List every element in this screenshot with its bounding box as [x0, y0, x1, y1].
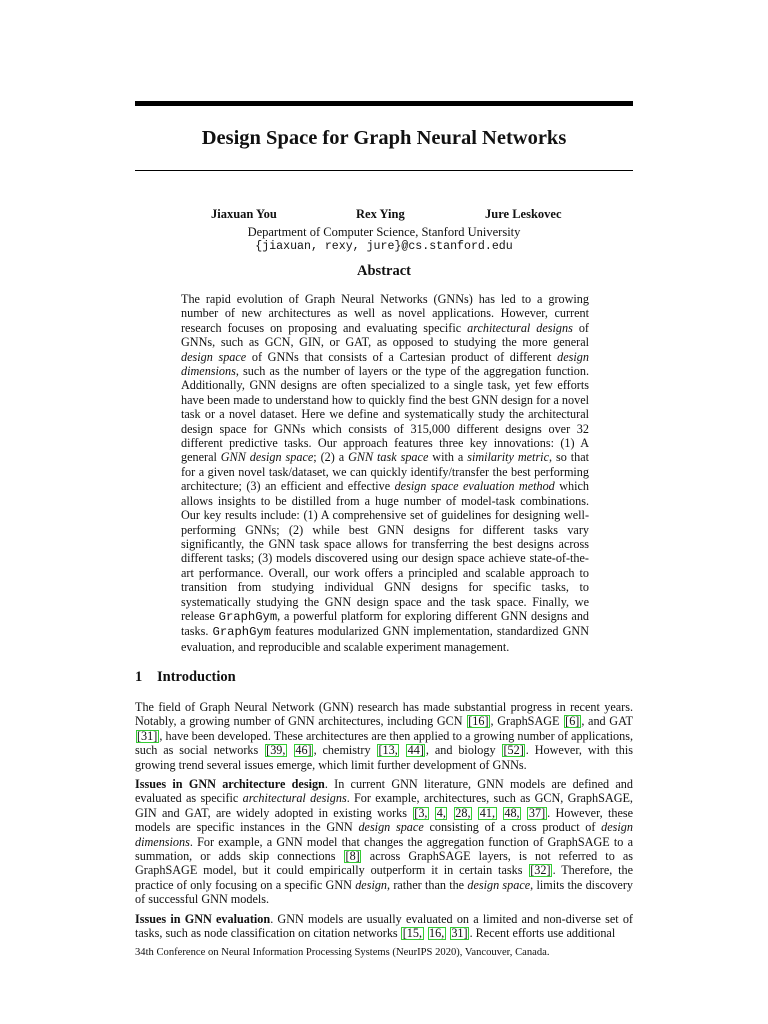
citation-link[interactable]: 48,: [504, 805, 520, 820]
citation-link[interactable]: [32]: [530, 863, 551, 878]
text-run: , GraphSAGE: [490, 714, 564, 729]
italic-text: GNN design space: [220, 450, 314, 465]
conference-footnote: 34th Conference on Neural Information Processing Systems (NeurIPS 2020), Vancouver, Canada.: [135, 947, 550, 958]
text-run: across GraphSAGE layers, is not referred to as GraphSAGE model, but it could empirically outperform it in certain tasks: [135, 849, 633, 878]
citation-link[interactable]: [16]: [468, 714, 489, 729]
author-emails: {jiaxuan, rexy, jure}@cs.stanford.edu: [255, 240, 513, 253]
italic-text: design space: [358, 820, 424, 835]
text-run: , and GAT: [581, 714, 633, 729]
citation-link[interactable]: [6]: [565, 714, 580, 729]
text-run: [522, 806, 527, 820]
text-run: The rapid evolution of Graph Neural Networks (GNNs) has led to a growing number of new architectures as well as novel applications. However, current research focuses on proposing and evaluating specific: [181, 292, 589, 335]
section-title: Introduction: [157, 669, 236, 685]
author-name: Jiaxuan You: [211, 207, 277, 221]
citation-link[interactable]: [3,: [414, 805, 428, 820]
text-run: . However, these models are specific instances in the GNN: [135, 805, 634, 835]
text-run: , limits the discovery of successful GNN models.: [135, 877, 633, 907]
text-run: consisting of a cross product of: [423, 820, 602, 835]
text-run: [448, 806, 453, 820]
text-run: , a powerful platform for exploring different GNN designs and tasks.: [181, 608, 590, 639]
citation-link[interactable]: 31]: [451, 926, 468, 941]
paper-title: Design Space for Graph Neural Networks: [201, 127, 567, 149]
text-run: which allows insights to be distilled from a huge number of model-task combinations. Our key results include: (1) A comprehensive set of guidelines for designing well-performing GNNs; (2) while best GNN designs for different tasks vary significantly, the GNN task space allows for transferring the best designs across different tasks; (3) models discovered using our design space achieve state-of-the-art performance. Overall, our work offers a principled and scalable approach to transition from studying individual GNN designs for specific tasks, to systematically studying the GNN design space and the task space. Finally, we release: [181, 479, 589, 623]
italic-text: design space evaluation method: [394, 479, 555, 494]
author-name: Jure Leskovec: [485, 207, 562, 221]
citation-link[interactable]: 37]: [528, 805, 546, 820]
section-number: 1: [135, 669, 143, 685]
text-run: with a: [428, 450, 468, 465]
author-name: Rex Ying: [356, 207, 405, 221]
abstract-text: [181, 292, 589, 654]
text-run: . Recent efforts use additional: [469, 926, 616, 941]
bold-run-in-heading: Issues in GNN architecture design: [135, 777, 325, 792]
text-run: , have been developed. These architectures are then applied to a growing number of applications, such as social networks: [135, 728, 633, 758]
citation-link[interactable]: [52]: [503, 743, 524, 758]
text-run: of GNNs, such as GCN, GIN, or GAT, as opposed to studying the more general: [181, 320, 589, 350]
text-run: . However, with this growing trend several issues emerge, which limit further development of GNNs.: [135, 743, 633, 772]
text-run: . For example, a GNN model that changes the aggregation function of GraphSAGE to a summation, or adds skip connections: [135, 834, 633, 864]
citation-link[interactable]: [31]: [137, 728, 158, 743]
text-run: , chemistry: [313, 743, 377, 758]
body-paragraph: [135, 777, 633, 907]
citation-link[interactable]: 44]: [407, 743, 424, 758]
text-run: , such as the number of layers or the type of the aggregation function. Additionally, GNN designs are often specialized to a single task, yet few efforts have been made to understand how to quickly find the best GNN design for a novel task or a novel dataset. Here we define and systematically study the architectural design space for GNNs which consists of 315,000 different designs over 32 different predictive tasks. Our approach features three key innovations: (1) A general: [181, 364, 589, 465]
text-run: [497, 806, 502, 820]
italic-text: design dimensions: [135, 820, 633, 849]
text-run: . For example, architectures, such as GCN, GraphSAGE, GIN and GAT, are widely adopted in existing works: [135, 791, 633, 820]
text-run: . In current GNN literature, GNN models are defined and evaluated as specific: [135, 777, 633, 806]
text-run: , and biology: [425, 743, 502, 758]
italic-text: design dimensions: [181, 349, 589, 379]
italic-text: architectural designs: [467, 320, 573, 335]
text-run: . Therefore, the practice of only focusing on a specific GNN: [135, 863, 633, 892]
text-run: [400, 743, 406, 757]
bold-run-in-heading: Issues in GNN evaluation: [135, 911, 271, 926]
code-name: GraphGym: [212, 625, 272, 640]
text-run: of GNNs that consists of a Cartesian product of different: [246, 349, 558, 364]
italic-text: design space: [181, 349, 247, 364]
italic-text: GNN task space: [348, 450, 429, 465]
citation-link[interactable]: [13,: [378, 743, 398, 758]
text-run: , rather than the: [387, 877, 468, 892]
text-run: features modularized GNN implementation, standardized GNN evaluation, and reproducible and scalable experiment management.: [181, 624, 589, 654]
author-affiliation: Department of Computer Science, Stanford University: [247, 225, 521, 239]
citation-link[interactable]: 4,: [436, 805, 446, 820]
citation-link[interactable]: 46]: [295, 743, 312, 758]
citation-link[interactable]: [39,: [266, 743, 286, 758]
text-run: . GNN models are usually evaluated on a limited and non-diverse set of tasks, such as node classification on citation networks: [135, 911, 633, 941]
abstract-heading: Abstract: [357, 263, 411, 279]
citation-link[interactable]: 41,: [479, 805, 496, 820]
text-run: [429, 806, 434, 820]
intro-body: [135, 700, 633, 946]
text-run: ; (2) a: [313, 450, 349, 465]
code-name: GraphGym: [218, 609, 278, 624]
body-paragraph: [135, 700, 633, 772]
title-bottom-rule: [135, 170, 633, 171]
italic-text: design: [355, 877, 388, 892]
text-run: The field of Graph Neural Network (GNN) research has made substantial progress in recent years. Notably, a growing number of GNN architectures, including GCN: [135, 700, 633, 729]
title-top-rule: [135, 101, 633, 106]
body-paragraph: [135, 912, 633, 941]
text-run: , so that for a given novel task/dataset, we can quickly identify/transfer the best performing architecture; (3) an efficient and effective: [181, 450, 589, 494]
citation-link[interactable]: 28,: [455, 805, 471, 820]
text-run: [472, 806, 477, 820]
citation-link[interactable]: 16,: [429, 926, 445, 941]
text-run: [287, 743, 293, 757]
citation-link[interactable]: [15,: [402, 926, 422, 941]
section-heading: [135, 668, 236, 686]
italic-text: similarity metric: [467, 450, 549, 465]
citation-link[interactable]: [8]: [345, 849, 360, 864]
italic-text: architectural designs: [242, 791, 347, 806]
italic-text: design space: [467, 877, 531, 892]
